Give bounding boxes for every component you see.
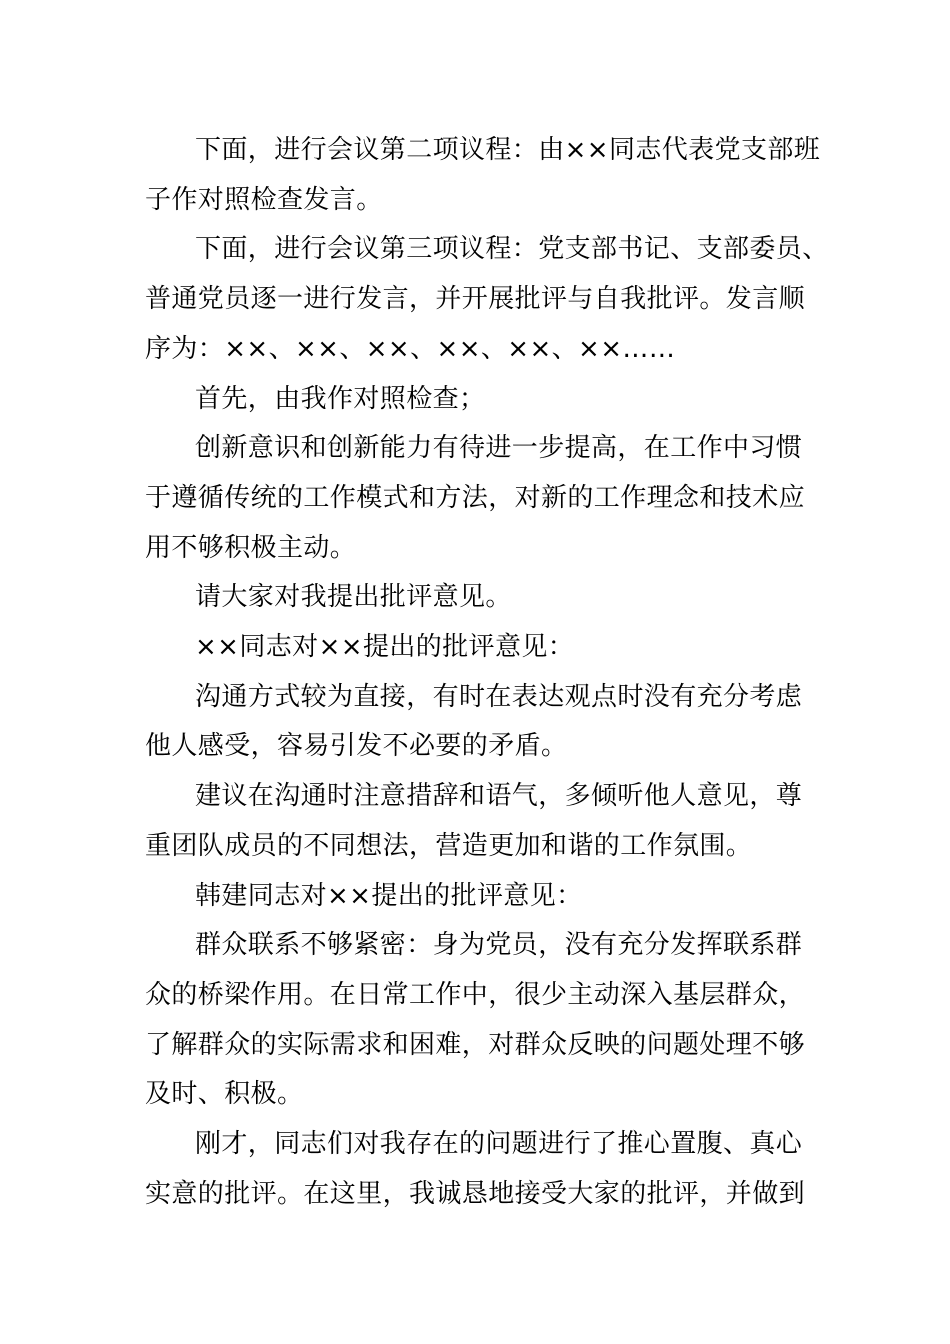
text-line: 普通党员逐一进行发言，并开展批评与自我批评。发言顺 (145, 284, 806, 315)
paragraph-agenda-item-three (145, 225, 829, 374)
text-line: 刚才，同志们对我存在的问题进行了推心置腹、真心 (195, 1129, 803, 1160)
paragraph-agenda-item-two (145, 126, 825, 225)
text-line: 建议在沟通时注意措辞和语气，多倾听他人意见，尊 (195, 781, 803, 812)
paragraph-self-check-intro (145, 375, 825, 425)
text-line: 众的桥梁作用。在日常工作中，很少主动深入基层群众， (145, 979, 806, 1010)
text-line: 创新意识和创新能力有待进一步提高，在工作中习惯 (195, 433, 803, 464)
text-line: 沟通方式较为直接，有时在表达观点时没有充分考虑 (195, 681, 803, 712)
text-line: 用不够积极主动。 (145, 532, 357, 563)
text-line: 了解群众的实际需求和困难，对群众反映的问题处理不够 (145, 1029, 806, 1060)
text-line: 序为：××、××、××、××、××、××…… (145, 333, 676, 364)
paragraph-response (145, 1120, 825, 1219)
text-line: ××同志对××提出的批评意见： (195, 632, 575, 663)
text-line: 子作对照检查发言。 (145, 184, 383, 215)
text-line: 他人感受，容易引发不必要的矛盾。 (145, 731, 568, 762)
paragraph-suggestion-1 (145, 772, 825, 871)
text-line: 请大家对我提出批评意见。 (195, 582, 512, 613)
text-line: 实意的批评。在这里，我诚恳地接受大家的批评，并做到 (145, 1178, 806, 1209)
document-body (145, 126, 829, 1219)
paragraph-criticism-heading-1 (145, 623, 825, 673)
text-line: 韩建同志对××提出的批评意见： (195, 880, 583, 911)
paragraph-criticism-content-1 (145, 673, 825, 772)
text-line: 于遵循传统的工作模式和方法，对新的工作理念和技术应 (145, 482, 806, 513)
paragraph-criticism-content-2 (145, 921, 825, 1120)
text-line: 群众联系不够紧密：身为党员，没有充分发挥联系群 (195, 930, 803, 961)
paragraph-criticism-heading-2 (145, 872, 825, 922)
text-line: 首先，由我作对照检查； (195, 383, 486, 414)
text-line: 及时、积极。 (145, 1079, 304, 1110)
text-line: 重团队成员的不同想法，营造更加和谐的工作氛围。 (145, 830, 753, 861)
paragraph-self-check-content (145, 424, 825, 573)
text-line: 下面，进行会议第三项议程：党支部书记、支部委员、 (195, 234, 829, 265)
text-line: 下面，进行会议第二项议程：由××同志代表党支部班 (195, 135, 821, 165)
paragraph-request-criticism (145, 573, 825, 623)
